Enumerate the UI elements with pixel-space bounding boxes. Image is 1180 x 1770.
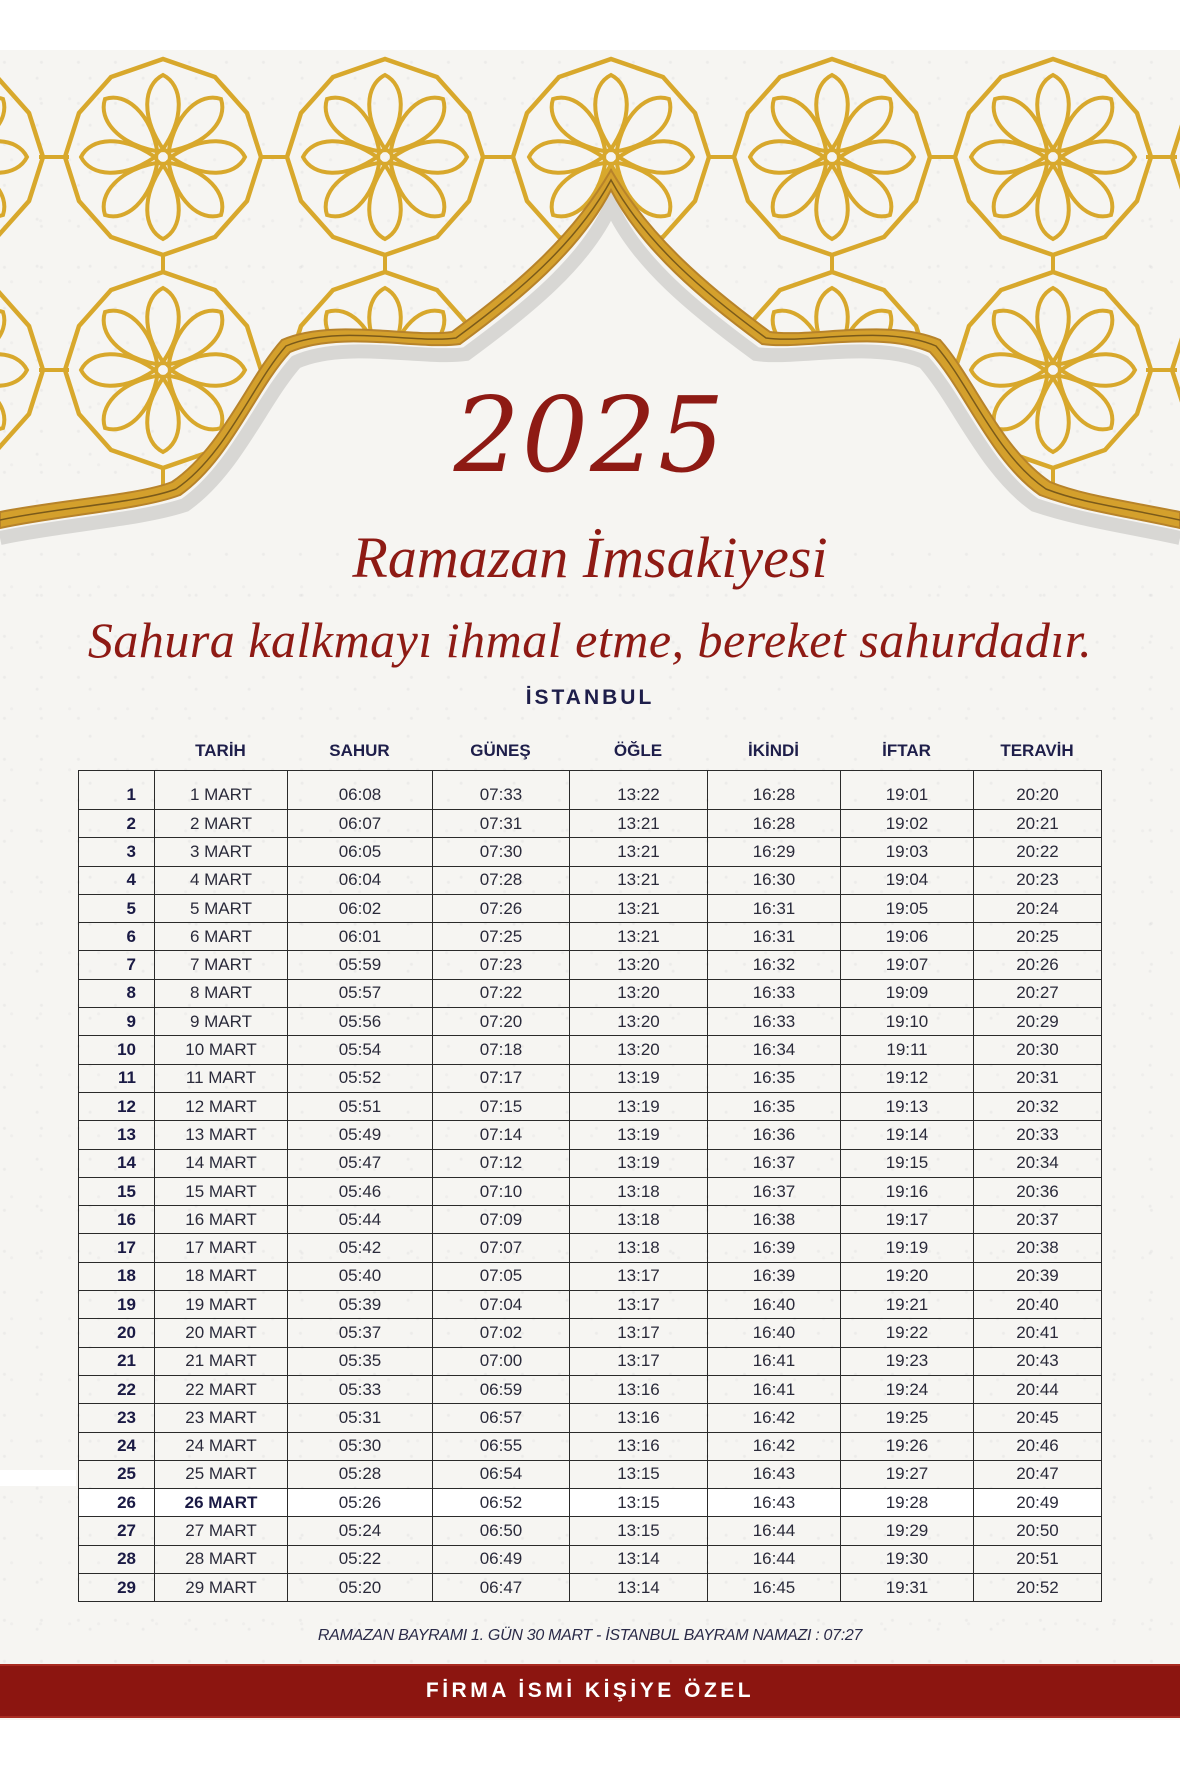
cell-date: 29 MART — [155, 1574, 288, 1602]
cell-ikindi: 16:41 — [708, 1375, 841, 1403]
cell-day: 25 — [79, 1460, 155, 1488]
cell-sahur: 05:51 — [288, 1092, 433, 1120]
cell-date: 6 MART — [155, 923, 288, 951]
cell-day: 18 — [79, 1262, 155, 1290]
cell-ogle: 13:21 — [570, 923, 708, 951]
cell-iftar: 19:27 — [841, 1460, 974, 1488]
cell-date: 1 MART — [155, 771, 288, 810]
cell-iftar: 19:04 — [841, 866, 974, 894]
table-row — [79, 1460, 1102, 1488]
cell-date: 18 MART — [155, 1262, 288, 1290]
cell-ikindi: 16:31 — [708, 894, 841, 922]
cell-gunes: 06:52 — [433, 1489, 570, 1517]
cell-sahur: 05:31 — [288, 1404, 433, 1432]
cell-iftar: 19:07 — [841, 951, 974, 979]
table-row — [79, 923, 1102, 951]
cell-sahur: 05:44 — [288, 1206, 433, 1234]
cell-ogle: 13:17 — [570, 1262, 708, 1290]
cell-day: 28 — [79, 1545, 155, 1573]
table-row — [79, 866, 1102, 894]
cell-teravih: 20:30 — [974, 1036, 1102, 1064]
cell-iftar: 19:11 — [841, 1036, 974, 1064]
table-row — [79, 1517, 1102, 1545]
cell-ogle: 13:16 — [570, 1375, 708, 1403]
cell-ikindi: 16:29 — [708, 838, 841, 866]
city-label: İSTANBUL — [525, 686, 655, 709]
company-banner-text: FİRMA İSMİ KİŞİYE ÖZEL — [425, 1679, 755, 1702]
header-ogle: ÖĞLE — [613, 741, 663, 760]
cell-ogle: 13:19 — [570, 1092, 708, 1120]
cell-ikindi: 16:36 — [708, 1121, 841, 1149]
cell-ikindi: 16:40 — [708, 1319, 841, 1347]
cell-ikindi: 16:42 — [708, 1404, 841, 1432]
cell-ikindi: 16:33 — [708, 979, 841, 1007]
cell-ikindi: 16:35 — [708, 1092, 841, 1120]
table-row — [79, 1545, 1102, 1573]
cell-date: 23 MART — [155, 1404, 288, 1432]
cell-day: 16 — [79, 1206, 155, 1234]
cell-sahur: 06:07 — [288, 810, 433, 838]
cell-ikindi: 16:40 — [708, 1291, 841, 1319]
cell-sahur: 05:24 — [288, 1517, 433, 1545]
table-header — [78, 737, 1101, 765]
cell-gunes: 07:00 — [433, 1347, 570, 1375]
bayram-note: RAMAZAN BAYRAMI 1. GÜN 30 MART - İSTANBUL BAYRAM NAMAZI : 07:27 — [317, 1627, 863, 1644]
cell-ikindi: 16:39 — [708, 1234, 841, 1262]
cell-gunes: 06:54 — [433, 1460, 570, 1488]
cell-iftar: 19:05 — [841, 894, 974, 922]
cell-ogle: 13:19 — [570, 1121, 708, 1149]
cell-iftar: 19:30 — [841, 1545, 974, 1573]
cell-gunes: 07:12 — [433, 1149, 570, 1177]
cell-gunes: 07:18 — [433, 1036, 570, 1064]
cell-gunes: 07:04 — [433, 1291, 570, 1319]
cell-iftar: 19:01 — [841, 771, 974, 810]
cell-iftar: 19:29 — [841, 1517, 974, 1545]
cell-ogle: 13:15 — [570, 1517, 708, 1545]
header-sahur: SAHUR — [329, 741, 390, 760]
cell-iftar: 19:17 — [841, 1206, 974, 1234]
header-gunes: GÜNEŞ — [470, 741, 531, 760]
table-row — [79, 810, 1102, 838]
cell-teravih: 20:52 — [974, 1574, 1102, 1602]
cell-ikindi: 16:30 — [708, 866, 841, 894]
cell-teravih: 20:26 — [974, 951, 1102, 979]
cell-date: 19 MART — [155, 1291, 288, 1319]
cell-ogle: 13:19 — [570, 1064, 708, 1092]
cell-ikindi: 16:34 — [708, 1036, 841, 1064]
cell-ogle: 13:15 — [570, 1489, 708, 1517]
header-day — [78, 737, 154, 765]
cell-ogle: 13:17 — [570, 1291, 708, 1319]
cell-gunes: 07:31 — [433, 810, 570, 838]
company-banner — [0, 1664, 1180, 1718]
cell-teravih: 20:47 — [974, 1460, 1102, 1488]
cell-gunes: 07:07 — [433, 1234, 570, 1262]
table-row — [79, 1404, 1102, 1432]
cell-iftar: 19:28 — [841, 1489, 974, 1517]
header-date: TARİH — [195, 741, 246, 760]
table-row — [79, 1234, 1102, 1262]
cell-day: 8 — [79, 979, 155, 1007]
cell-iftar: 19:16 — [841, 1177, 974, 1205]
cell-ikindi: 16:32 — [708, 951, 841, 979]
cell-ikindi: 16:42 — [708, 1432, 841, 1460]
cell-iftar: 19:09 — [841, 979, 974, 1007]
cell-sahur: 06:05 — [288, 838, 433, 866]
cell-day: 9 — [79, 1008, 155, 1036]
cell-gunes: 07:15 — [433, 1092, 570, 1120]
cell-gunes: 06:49 — [433, 1545, 570, 1573]
table-row — [79, 1064, 1102, 1092]
cell-ikindi: 16:39 — [708, 1262, 841, 1290]
cell-ogle: 13:18 — [570, 1234, 708, 1262]
cell-ogle: 13:16 — [570, 1404, 708, 1432]
cell-sahur: 05:20 — [288, 1574, 433, 1602]
cell-day: 7 — [79, 951, 155, 979]
cell-gunes: 06:47 — [433, 1574, 570, 1602]
cell-day: 6 — [79, 923, 155, 951]
cell-date: 26 MART — [155, 1489, 288, 1517]
cell-sahur: 06:01 — [288, 923, 433, 951]
cell-day: 13 — [79, 1121, 155, 1149]
table-row — [79, 1008, 1102, 1036]
cell-date: 21 MART — [155, 1347, 288, 1375]
cell-gunes: 07:33 — [433, 771, 570, 810]
cell-ogle: 13:16 — [570, 1432, 708, 1460]
cell-date: 17 MART — [155, 1234, 288, 1262]
cell-ikindi: 16:38 — [708, 1206, 841, 1234]
cell-teravih: 20:39 — [974, 1262, 1102, 1290]
cell-sahur: 05:35 — [288, 1347, 433, 1375]
cell-teravih: 20:50 — [974, 1517, 1102, 1545]
cell-sahur: 05:26 — [288, 1489, 433, 1517]
cell-gunes: 07:30 — [433, 838, 570, 866]
cell-teravih: 20:29 — [974, 1008, 1102, 1036]
table-row — [79, 1206, 1102, 1234]
cell-day: 5 — [79, 894, 155, 922]
cell-ikindi: 16:28 — [708, 771, 841, 810]
cell-gunes: 06:55 — [433, 1432, 570, 1460]
cell-ikindi: 16:33 — [708, 1008, 841, 1036]
cell-date: 2 MART — [155, 810, 288, 838]
table-row — [79, 1291, 1102, 1319]
cell-date: 20 MART — [155, 1319, 288, 1347]
cell-teravih: 20:24 — [974, 894, 1102, 922]
cell-iftar: 19:06 — [841, 923, 974, 951]
cell-teravih: 20:41 — [974, 1319, 1102, 1347]
cell-iftar: 19:10 — [841, 1008, 974, 1036]
cell-teravih: 20:46 — [974, 1432, 1102, 1460]
cell-day: 1 — [79, 771, 155, 810]
cell-day: 24 — [79, 1432, 155, 1460]
cell-teravih: 20:51 — [974, 1545, 1102, 1573]
cell-sahur: 05:56 — [288, 1008, 433, 1036]
cell-gunes: 07:28 — [433, 866, 570, 894]
cell-ikindi: 16:44 — [708, 1517, 841, 1545]
table-row — [79, 1092, 1102, 1120]
cell-ogle: 13:18 — [570, 1206, 708, 1234]
cell-ogle: 13:20 — [570, 951, 708, 979]
table-row — [79, 1432, 1102, 1460]
cell-sahur: 05:57 — [288, 979, 433, 1007]
cell-day: 2 — [79, 810, 155, 838]
table-row — [79, 771, 1102, 810]
cell-ogle: 13:17 — [570, 1347, 708, 1375]
cell-gunes: 07:17 — [433, 1064, 570, 1092]
cell-iftar: 19:02 — [841, 810, 974, 838]
blank-patch — [0, 1470, 76, 1486]
table-row — [79, 1149, 1102, 1177]
cell-day: 27 — [79, 1517, 155, 1545]
cell-day: 14 — [79, 1149, 155, 1177]
cell-gunes: 07:20 — [433, 1008, 570, 1036]
cell-date: 3 MART — [155, 838, 288, 866]
cell-ogle: 13:18 — [570, 1177, 708, 1205]
cell-ikindi: 16:37 — [708, 1177, 841, 1205]
cell-date: 15 MART — [155, 1177, 288, 1205]
cell-ogle: 13:20 — [570, 1036, 708, 1064]
table-row — [79, 1177, 1102, 1205]
cell-teravih: 20:36 — [974, 1177, 1102, 1205]
cell-ogle: 13:22 — [570, 771, 708, 810]
cell-ikindi: 16:45 — [708, 1574, 841, 1602]
cell-teravih: 20:49 — [974, 1489, 1102, 1517]
year-title: 2025 — [453, 374, 727, 496]
cell-teravih: 20:20 — [974, 771, 1102, 810]
page-title: Ramazan İmsakiyesi — [352, 525, 828, 590]
cell-sahur: 05:49 — [288, 1121, 433, 1149]
cell-sahur: 05:30 — [288, 1432, 433, 1460]
cell-ikindi: 16:44 — [708, 1545, 841, 1573]
cell-date: 7 MART — [155, 951, 288, 979]
cell-gunes: 07:22 — [433, 979, 570, 1007]
cell-iftar: 19:20 — [841, 1262, 974, 1290]
cell-day: 3 — [79, 838, 155, 866]
cell-ikindi: 16:28 — [708, 810, 841, 838]
cell-date: 28 MART — [155, 1545, 288, 1573]
table-row — [79, 1121, 1102, 1149]
cell-date: 14 MART — [155, 1149, 288, 1177]
cell-sahur: 05:22 — [288, 1545, 433, 1573]
cell-ikindi: 16:43 — [708, 1460, 841, 1488]
table-row — [79, 1375, 1102, 1403]
cell-date: 10 MART — [155, 1036, 288, 1064]
cell-teravih: 20:27 — [974, 979, 1102, 1007]
cell-sahur: 06:04 — [288, 866, 433, 894]
cell-date: 8 MART — [155, 979, 288, 1007]
table-row — [79, 1347, 1102, 1375]
cell-date: 16 MART — [155, 1206, 288, 1234]
cell-date: 4 MART — [155, 866, 288, 894]
cell-iftar: 19:15 — [841, 1149, 974, 1177]
cell-teravih: 20:31 — [974, 1064, 1102, 1092]
table-row — [79, 1574, 1102, 1602]
cell-iftar: 19:14 — [841, 1121, 974, 1149]
cell-date: 12 MART — [155, 1092, 288, 1120]
cell-day: 22 — [79, 1375, 155, 1403]
cell-gunes: 07:05 — [433, 1262, 570, 1290]
cell-day: 20 — [79, 1319, 155, 1347]
cell-ogle: 13:19 — [570, 1149, 708, 1177]
cell-ogle: 13:14 — [570, 1574, 708, 1602]
cell-teravih: 20:25 — [974, 923, 1102, 951]
cell-sahur: 05:40 — [288, 1262, 433, 1290]
cell-sahur: 05:37 — [288, 1319, 433, 1347]
cell-date: 25 MART — [155, 1460, 288, 1488]
table-row — [79, 838, 1102, 866]
cell-day: 26 — [79, 1489, 155, 1517]
cell-gunes: 07:26 — [433, 894, 570, 922]
cell-iftar: 19:13 — [841, 1092, 974, 1120]
cell-sahur: 06:08 — [288, 771, 433, 810]
cell-sahur: 05:52 — [288, 1064, 433, 1092]
cell-date: 24 MART — [155, 1432, 288, 1460]
cell-ogle: 13:21 — [570, 838, 708, 866]
cell-gunes: 07:09 — [433, 1206, 570, 1234]
cell-sahur: 05:28 — [288, 1460, 433, 1488]
cell-iftar: 19:03 — [841, 838, 974, 866]
cell-gunes: 07:10 — [433, 1177, 570, 1205]
cell-ogle: 13:15 — [570, 1460, 708, 1488]
cell-sahur: 05:39 — [288, 1291, 433, 1319]
table-row — [79, 1319, 1102, 1347]
cell-gunes: 07:14 — [433, 1121, 570, 1149]
header-iftar: İFTAR — [882, 741, 931, 760]
table-row — [79, 1036, 1102, 1064]
prayer-times-table — [78, 770, 1102, 1602]
cell-date: 9 MART — [155, 1008, 288, 1036]
cell-day: 15 — [79, 1177, 155, 1205]
cell-ikindi: 16:43 — [708, 1489, 841, 1517]
cell-day: 12 — [79, 1092, 155, 1120]
cell-teravih: 20:44 — [974, 1375, 1102, 1403]
table-row — [79, 979, 1102, 1007]
cell-teravih: 20:33 — [974, 1121, 1102, 1149]
cell-day: 19 — [79, 1291, 155, 1319]
cell-gunes: 06:57 — [433, 1404, 570, 1432]
cell-date: 22 MART — [155, 1375, 288, 1403]
cell-ogle: 13:21 — [570, 866, 708, 894]
table-row — [79, 951, 1102, 979]
cell-iftar: 19:22 — [841, 1319, 974, 1347]
cell-teravih: 20:38 — [974, 1234, 1102, 1262]
cell-iftar: 19:19 — [841, 1234, 974, 1262]
table-row — [79, 1262, 1102, 1290]
cell-teravih: 20:45 — [974, 1404, 1102, 1432]
cell-day: 29 — [79, 1574, 155, 1602]
cell-gunes: 07:25 — [433, 923, 570, 951]
cell-date: 11 MART — [155, 1064, 288, 1092]
cell-date: 27 MART — [155, 1517, 288, 1545]
cell-teravih: 20:37 — [974, 1206, 1102, 1234]
cell-sahur: 05:33 — [288, 1375, 433, 1403]
cell-gunes: 07:02 — [433, 1319, 570, 1347]
cell-sahur: 05:42 — [288, 1234, 433, 1262]
header-teravih: TERAVİH — [1000, 741, 1074, 760]
cell-iftar: 19:25 — [841, 1404, 974, 1432]
cell-iftar: 19:31 — [841, 1574, 974, 1602]
cell-ikindi: 16:41 — [708, 1347, 841, 1375]
cell-sahur: 05:47 — [288, 1149, 433, 1177]
cell-day: 4 — [79, 866, 155, 894]
cell-day: 10 — [79, 1036, 155, 1064]
cell-day: 17 — [79, 1234, 155, 1262]
cell-iftar: 19:21 — [841, 1291, 974, 1319]
cell-ikindi: 16:35 — [708, 1064, 841, 1092]
cell-iftar: 19:23 — [841, 1347, 974, 1375]
cell-ogle: 13:20 — [570, 979, 708, 1007]
cell-iftar: 19:26 — [841, 1432, 974, 1460]
cell-date: 5 MART — [155, 894, 288, 922]
cell-sahur: 05:46 — [288, 1177, 433, 1205]
cell-sahur: 06:02 — [288, 894, 433, 922]
cell-ogle: 13:20 — [570, 1008, 708, 1036]
cell-gunes: 06:50 — [433, 1517, 570, 1545]
cell-date: 13 MART — [155, 1121, 288, 1149]
cell-ogle: 13:14 — [570, 1545, 708, 1573]
cell-iftar: 19:12 — [841, 1064, 974, 1092]
header-ikindi: İKİNDİ — [748, 741, 799, 760]
tagline: Sahura kalkmayı ihmal etme, bereket sahurdadır. — [87, 612, 1093, 668]
cell-teravih: 20:40 — [974, 1291, 1102, 1319]
cell-sahur: 05:54 — [288, 1036, 433, 1064]
cell-gunes: 07:23 — [433, 951, 570, 979]
table-row — [79, 1489, 1102, 1517]
cell-teravih: 20:43 — [974, 1347, 1102, 1375]
cell-ikindi: 16:31 — [708, 923, 841, 951]
cell-iftar: 19:24 — [841, 1375, 974, 1403]
cell-day: 11 — [79, 1064, 155, 1092]
cell-teravih: 20:34 — [974, 1149, 1102, 1177]
cell-teravih: 20:23 — [974, 866, 1102, 894]
cell-sahur: 05:59 — [288, 951, 433, 979]
cell-day: 21 — [79, 1347, 155, 1375]
cell-gunes: 06:59 — [433, 1375, 570, 1403]
cell-teravih: 20:32 — [974, 1092, 1102, 1120]
cell-ogle: 13:21 — [570, 810, 708, 838]
cell-day: 23 — [79, 1404, 155, 1432]
cell-teravih: 20:21 — [974, 810, 1102, 838]
cell-teravih: 20:22 — [974, 838, 1102, 866]
cell-ikindi: 16:37 — [708, 1149, 841, 1177]
cell-ogle: 13:21 — [570, 894, 708, 922]
cell-ogle: 13:17 — [570, 1319, 708, 1347]
table-row — [79, 894, 1102, 922]
